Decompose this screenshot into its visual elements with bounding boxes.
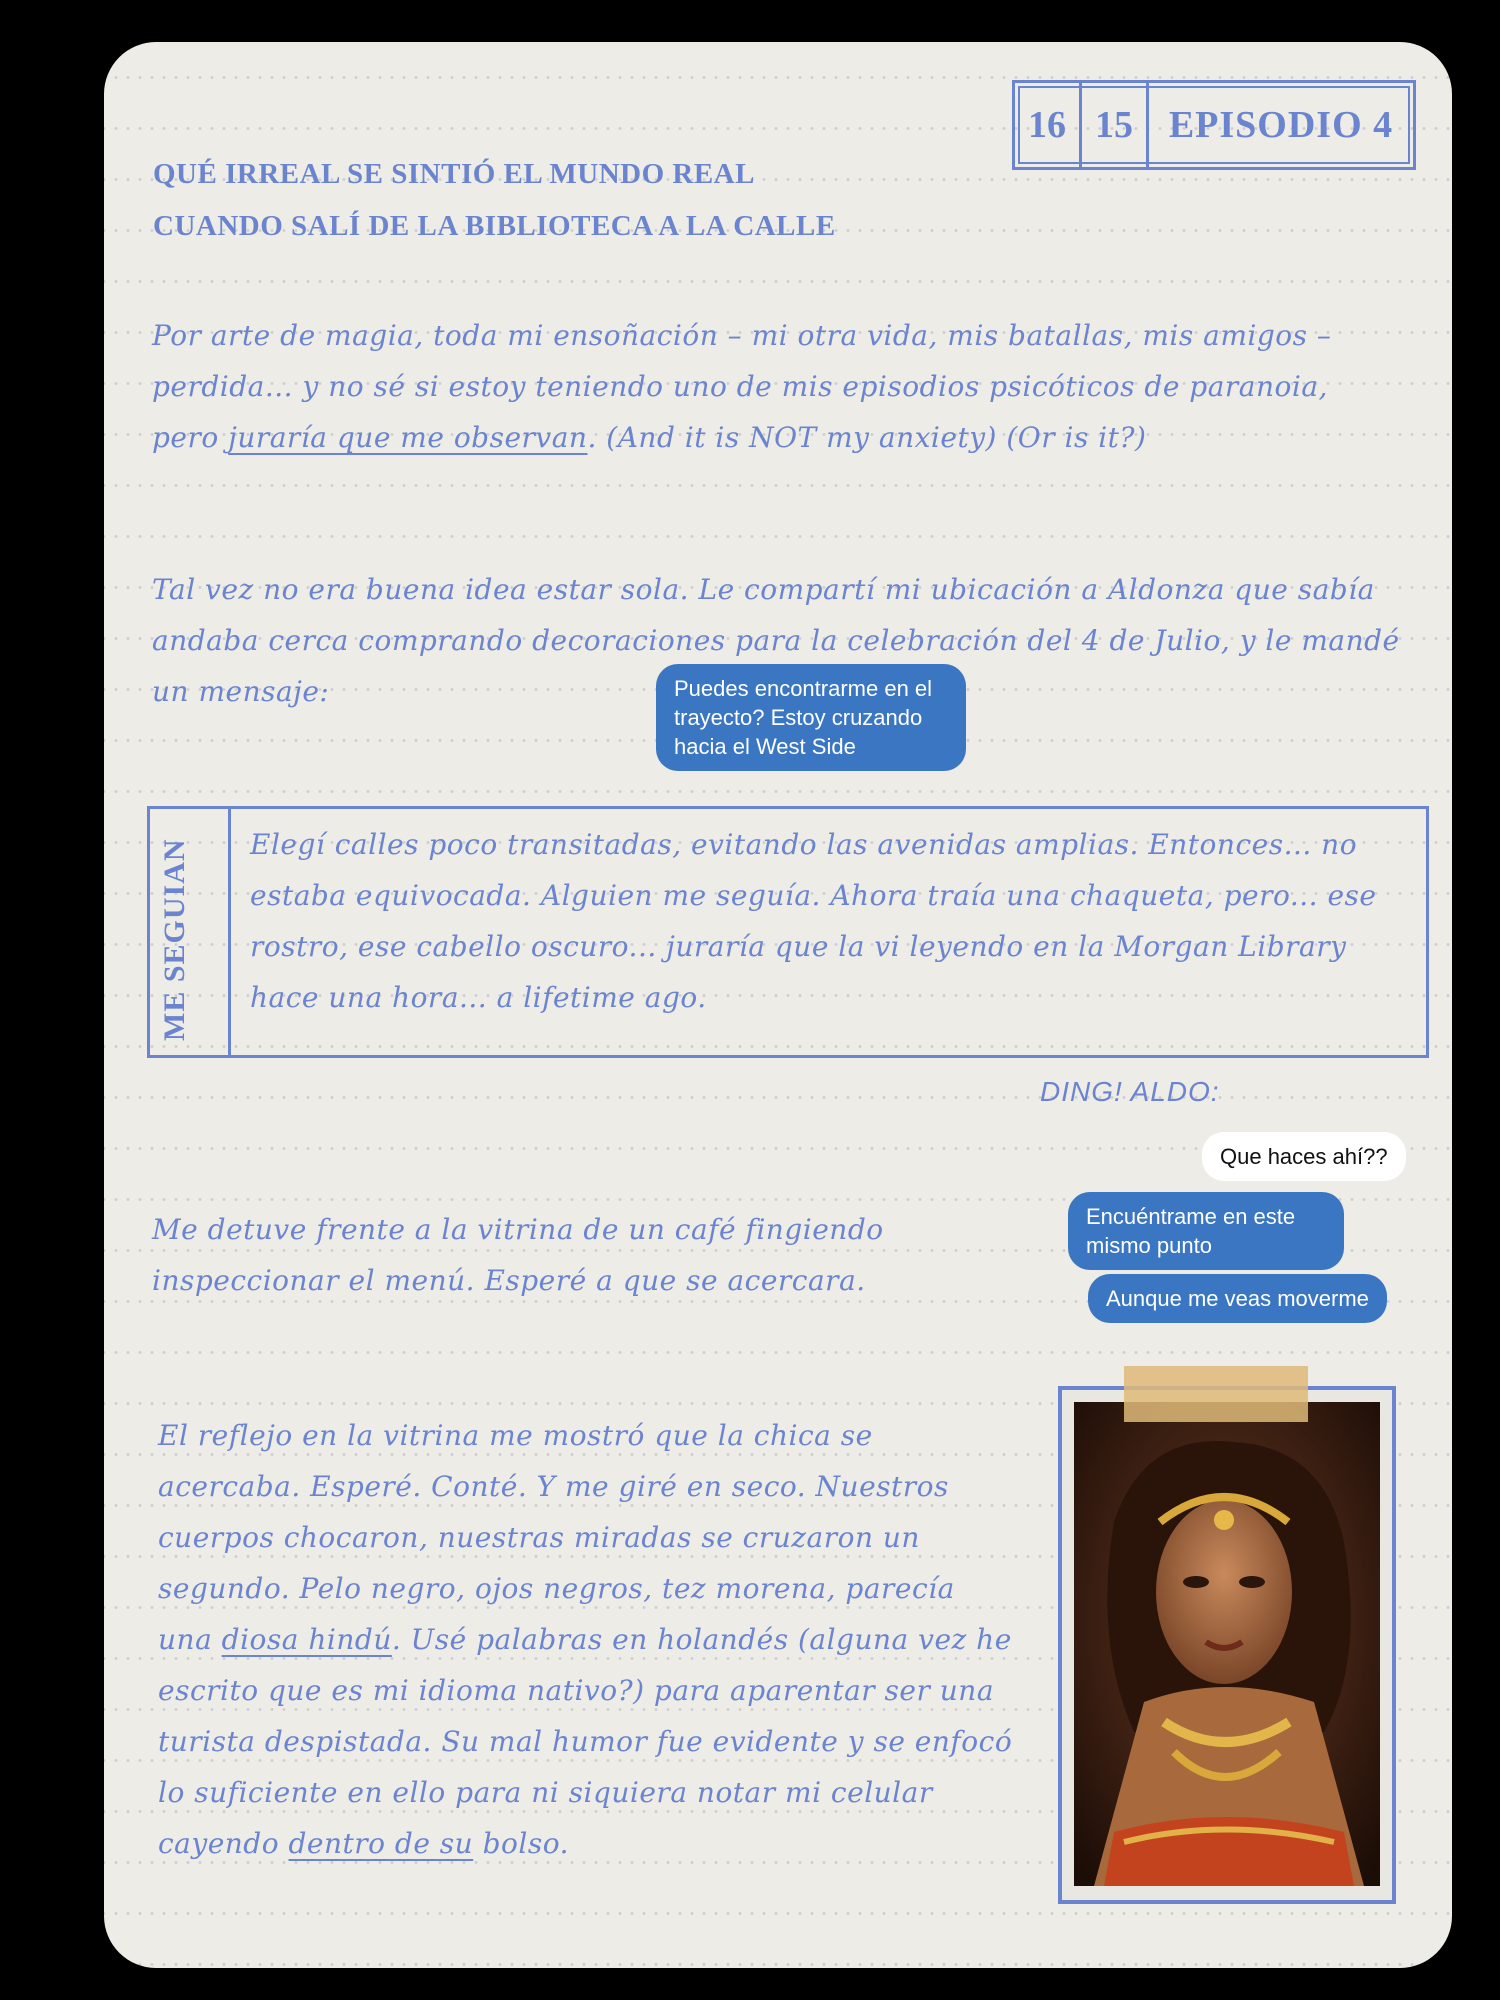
- portrait-illustration: [1074, 1402, 1380, 1886]
- paragraph-4: [158, 1410, 1018, 1869]
- box-side-label: ME SEGUIAN: [158, 838, 191, 1041]
- box-text: Elegí calles poco transitadas, evitando las avenidas amplias. Entonces... no estaba equivocada. Alguien me seguía. Ahora traía una chaqueta, pero... ese rostro, ese cabello oscuro... juraría que la vi leyendo en la Morgan Library hace una hora... a lifetime ago.: [250, 828, 1377, 1014]
- para4-underlined-2: dentro de su: [288, 1827, 474, 1860]
- episode-num-2: 15: [1082, 83, 1149, 167]
- chat-bubble-1: Que haces ahí??: [1202, 1132, 1406, 1181]
- para1-text: Por arte de magia, toda mi ensoñación – mi otra vida, mis batallas, mis amigos – perdida... y no sé si estoy teniendo uno de mis episodios psicóticos de paranoia, pero: [152, 319, 1332, 454]
- para1-underlined: juraría que me observan: [228, 421, 588, 454]
- box-side-label-panel: [150, 809, 231, 1055]
- para4-underlined-1: diosa hindú: [221, 1623, 392, 1656]
- ding-label: DING! ALDO:: [1040, 1076, 1220, 1107]
- paragraph-1: [152, 310, 1342, 463]
- photo-frame: [1058, 1386, 1396, 1904]
- chat-bubble-3: Aunque me veas moverme: [1088, 1274, 1387, 1323]
- para1-text-end: . (And it is NOT my anxiety) (Or is it?): [587, 421, 1147, 454]
- me-seguian-box: [147, 806, 1429, 1058]
- paragraph-2: Tal vez no era buena idea estar sola. Le compartí mi ubicación a Aldonza que sabía andaba cerca comprando decoraciones para la celebración del 4 de Julio, y le mandé un mensaje:: [152, 573, 1400, 708]
- title-line-2: CUANDO SALÍ DE LA BIBLIOTECA A LA CALLE: [153, 210, 836, 242]
- journal-page: [104, 42, 1452, 1968]
- episode-header: [1012, 80, 1416, 170]
- sent-message-bubble: Puedes encontrarme en el trayecto? Estoy cruzando hacia el West Side: [656, 664, 966, 771]
- page-title: [153, 148, 836, 252]
- tape-strip: [1124, 1366, 1308, 1422]
- para4-text-end: bolso.: [473, 1827, 569, 1860]
- episode-num-1: 16: [1015, 83, 1082, 167]
- episode-label: EPISODIO 4: [1168, 104, 1394, 146]
- chat-bubble-2: Encuéntrame en este mismo punto: [1068, 1192, 1344, 1270]
- para4-text-middle: . Usé palabras en holandés (alguna vez he escrito que es mi idioma nativo?) para aparentar ser una turista despistada. Su mal humor fue evidente y se enfocó lo suficiente en ello para ni siquiera notar mi celular cayendo: [158, 1623, 1013, 1860]
- paragraph-3: Me detuve frente a la vitrina de un café fingiendo inspeccionar el menú. Esperé a que se acercara.: [152, 1213, 884, 1297]
- para4-text: El reflejo en la vitrina me mostró que la chica se acercaba. Esperé. Conté. Y me giré en seco. Nuestros cuerpos chocaron, nuestras miradas se cruzaron un segundo. Pelo negro, ojos negros, tez morena, parecía una: [158, 1419, 955, 1656]
- title-line-1: QUÉ IRREAL SE SINTIÓ EL MUNDO REAL: [153, 158, 755, 190]
- portrait-photo: [1074, 1402, 1380, 1886]
